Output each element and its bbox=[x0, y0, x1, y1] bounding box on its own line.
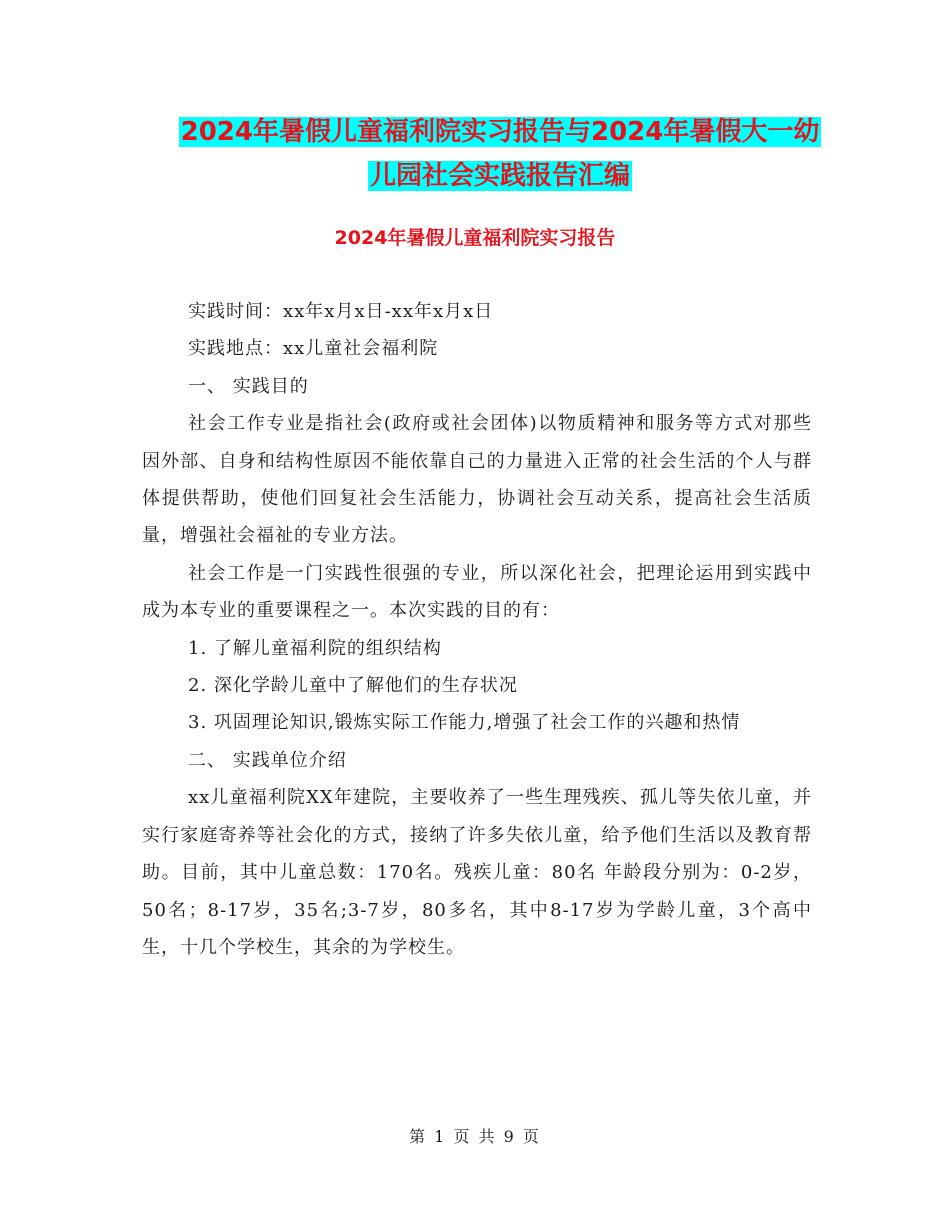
title-highlight-2: 儿园社会实践报告汇编 bbox=[369, 161, 630, 191]
heading-purpose: 一、 实践目的 bbox=[188, 375, 309, 397]
paragraph-unit-intro: xx儿童福利院XX年建院，主要收养了一些生理残疾、孤儿等失依儿童，并实行家庭寄养等社会化的方式，接纳了许多失依儿童，给予他们生活以及教育帮助。目前，其中儿童总数：170名。残疾儿童：80名 年龄段分别为：0-2岁，50名；8-17岁，35名;3-7岁，80多名，其中8-17岁为学龄儿童，3个高中生，十几个学校生，其余的为学校生。 bbox=[142, 787, 812, 958]
paragraph-practice-importance: 社会工作是一门实践性很强的专业，所以深化社会，把理论运用到实践中成为本专业的重要课程之一。本次实践的目的有： bbox=[142, 562, 812, 622]
page-footer: 第 1 页 共 9 页 bbox=[409, 1127, 541, 1146]
practice-time: 实践时间：xx年x月x日-xx年x月x日 bbox=[188, 301, 494, 322]
title-highlight-1: 2024年暑假儿童福利院实习报告与2024年暑假大一幼 bbox=[180, 117, 820, 147]
document-title-line-1 bbox=[140, 112, 860, 152]
document-title-line-2 bbox=[140, 156, 860, 196]
purpose-item-3: 3. 巩固理论知识,锻炼实际工作能力,增强了社会工作的兴趣和热情 bbox=[188, 712, 741, 734]
paragraph-social-work-definition: 社会工作专业是指社会(政府或社会团体)以物质精神和服务等方式对那些因外部、自身和结构性原因不能依靠自己的力量进入正常的社会生活的个人与群体提供帮助，使他们回复社会生活能力，协调社会互动关系，提高社会生活质量，增强社会福祉的专业方法。 bbox=[142, 413, 812, 547]
section-title: 2024年暑假儿童福利院实习报告 bbox=[334, 227, 616, 249]
purpose-item-1: 1. 了解儿童福利院的组织结构 bbox=[188, 637, 442, 659]
heading-unit-intro: 二、 实践单位介绍 bbox=[188, 749, 347, 771]
practice-location: 实践地点：xx儿童社会福利院 bbox=[188, 338, 439, 360]
purpose-item-2: 2. 深化学龄儿童中了解他们的生存状况 bbox=[188, 675, 518, 697]
document-body bbox=[142, 293, 812, 966]
